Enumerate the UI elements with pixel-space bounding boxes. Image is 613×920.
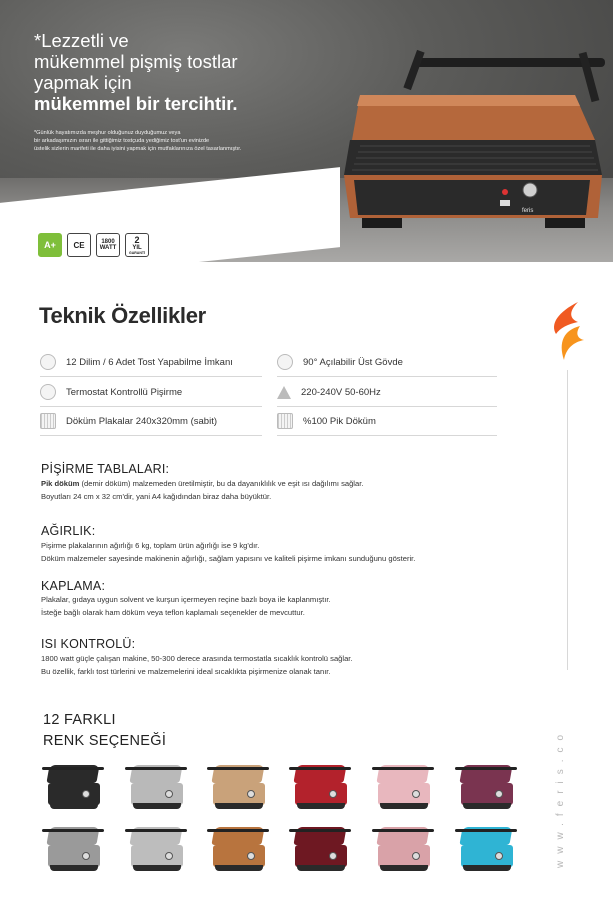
wattage-badge: [96, 233, 120, 257]
wattage-unit: WATT: [99, 245, 117, 251]
ce-badge: [67, 233, 91, 257]
section-text: [41, 594, 511, 619]
grill-base: [378, 845, 430, 867]
section-line-rest: (demir döküm) malzemeden üretilmiştir, bu da dayanıklılık ve eşit ısı dağılımı sağlar.: [79, 479, 364, 488]
grill-base: [131, 783, 183, 805]
color-swatch-grill: [207, 763, 271, 813]
grill-handle: [42, 829, 104, 832]
grill-base: [461, 845, 513, 867]
grill-legs: [215, 865, 263, 871]
grill-legs: [133, 803, 181, 809]
hero-note-line: *Günlük hayatımızda meşhur olduğunuz duyduğumuz veya: [34, 130, 181, 136]
grill-legs: [297, 803, 345, 809]
color-swatch-grill: [289, 763, 353, 813]
grill-legs: [133, 865, 181, 871]
grill-legs: [463, 865, 511, 871]
color-swatch-grill: [372, 763, 436, 813]
grill-base: [295, 845, 347, 867]
grill-knob: [495, 790, 503, 798]
grill-knob: [247, 790, 255, 798]
grill-knob: [82, 790, 90, 798]
specs-title: Teknik Özellikler: [39, 303, 206, 328]
spec-item: [40, 378, 262, 407]
certification-badges: [38, 233, 149, 257]
grill-knob: [329, 852, 337, 860]
grill-knob: [495, 852, 503, 860]
hero-headline-bold: mükemmel bir tercihtir.: [34, 93, 238, 114]
color-swatch-grill: [372, 825, 436, 875]
guarantee-label: GARANTİ: [129, 250, 145, 255]
grill-legs: [380, 803, 428, 809]
color-swatch-grill: [125, 825, 189, 875]
color-swatch-grill: [455, 825, 519, 875]
section-heading: AĞIRLIK:: [41, 524, 96, 538]
guarantee-badge: [125, 233, 149, 257]
section-line: Bu özellik, farklı tost türlerini ve malzemelerini ideal sıcaklıkta pişirmenize olanak tanır.: [41, 666, 331, 676]
spec-item: [40, 407, 262, 436]
color-swatch-grill: [42, 763, 106, 813]
hero-banner: [0, 0, 613, 262]
grill-handle: [372, 767, 434, 770]
spec-label: 220-240V 50-60Hz: [301, 386, 381, 398]
grill-handle: [372, 829, 434, 832]
grill-handle: [289, 767, 351, 770]
grill-legs: [297, 865, 345, 871]
grill-handle: [455, 767, 517, 770]
grill-legs: [380, 865, 428, 871]
color-options-title-line: 12 FARKLI: [43, 712, 116, 728]
section-text: [41, 653, 511, 678]
color-swatch-grill: [125, 763, 189, 813]
spec-item: [277, 348, 497, 377]
spec-item: [277, 378, 497, 407]
energy-class-badge: A+: [38, 233, 62, 257]
grill-handle: [207, 829, 269, 832]
spec-label: 90° Açılabilir Üst Gövde: [303, 356, 403, 368]
color-swatch-grill: [207, 825, 271, 875]
grill-base: [213, 845, 265, 867]
grill-base: [378, 783, 430, 805]
grill-legs: [50, 803, 98, 809]
color-swatch-grill: [455, 763, 519, 813]
grill-base: [295, 783, 347, 805]
hero-headline: [34, 30, 238, 114]
grill-handle: [125, 767, 187, 770]
section-line: İsteğe bağlı olarak ham döküm veya teflon kaplamalı seçenekler de mevcuttur.: [41, 607, 305, 617]
color-swatch-grill: [42, 825, 106, 875]
grill-handle: [125, 829, 187, 832]
section-text: [41, 478, 511, 503]
grill-base: [461, 783, 513, 805]
cast-iron-icon: [277, 413, 293, 429]
grill-handle: [289, 829, 351, 832]
color-options-title-line: RENK SEÇENEĞİ: [43, 733, 167, 749]
section-heading: PİŞİRME TABLALARI:: [41, 462, 170, 476]
brand-logo: feris: [522, 208, 534, 214]
color-swatch-grill: [289, 825, 353, 875]
spec-label: %100 Pik Döküm: [303, 415, 376, 427]
grill-base: [48, 783, 100, 805]
plate-icon: [40, 413, 56, 429]
toaster-grill-image: [340, 40, 610, 240]
grill-handle: [455, 829, 517, 832]
guarantee-years: 2: [134, 234, 140, 245]
spec-label: Döküm Plakalar 240x320mm (sabit): [66, 415, 218, 427]
grill-knob: [412, 790, 420, 798]
grill-knob: [247, 852, 255, 860]
thermostat-icon: [40, 384, 56, 400]
grill-handle: [42, 767, 104, 770]
wattage-value: 1800: [101, 239, 115, 245]
flame-logo-icon: [548, 300, 588, 362]
angle-icon: [277, 354, 293, 370]
grill-legs: [215, 803, 263, 809]
grill-knob: [165, 852, 173, 860]
spec-item: [277, 407, 497, 436]
grill-legs: [50, 865, 98, 871]
grill-handle: [207, 767, 269, 770]
grill-base: [131, 845, 183, 867]
hero-note-line: üstelik sizlerin marifeti ile daha iyisini yapmak için mutfaklarınıza özel tasarlanmıştır.: [34, 146, 242, 153]
ce-badge-text: CE: [73, 240, 85, 250]
section-line: Boyutları 24 cm x 32 cm'dir, yani A4 kağıdından biraz daha büyüktür.: [41, 491, 272, 501]
spec-item: [40, 348, 262, 377]
section-heading: KAPLAMA:: [41, 579, 106, 593]
section-line: 1800 watt güçle çalışan makine, 50-300 derece arasında termostatla sıcaklık kontrolü sağlar.: [41, 654, 353, 663]
grill-knob: [412, 852, 420, 860]
website-url: www.feris.co: [555, 727, 566, 868]
grill-knob: [82, 852, 90, 860]
voltage-icon: [277, 386, 291, 399]
hero-headline-line: *Lezzetli ve: [34, 30, 129, 51]
grill-knob: [329, 790, 337, 798]
hero-note-line: bir arkadaşımızın ısrarı ile gittiğimiz tostçuda yediğimiz tost'un evinizde: [34, 138, 210, 145]
spec-label: Termostat Kontrollü Pişirme: [66, 386, 183, 398]
hero-headline-line: yapmak için: [34, 72, 132, 93]
guarantee-unit: YIL: [132, 244, 142, 251]
section-bold-lead: Pik döküm: [41, 479, 80, 488]
section-heading: ISI KONTROLÜ:: [41, 637, 136, 651]
hero-headline-line: mükemmel pişmiş tostlar: [34, 51, 238, 72]
hero-note: [34, 129, 324, 154]
section-line: Pişirme plakalarının ağırlığı 6 kg, toplam ürün ağırlığı ise 9 kg'dır.: [41, 541, 260, 550]
grill-base: [48, 845, 100, 867]
section-text: [41, 540, 511, 565]
grill-base: [213, 783, 265, 805]
color-options-title: [43, 710, 166, 752]
section-line: Döküm malzemeler sayesinde makinenin ağırlığı, sağlam yapısını ve kaliteli pişirme imkanı sunduğunu gösterir.: [41, 553, 416, 563]
grill-knob: [165, 790, 173, 798]
grill-legs: [463, 803, 511, 809]
section-line: Plakalar, gıdaya uygun solvent ve kurşun içermeyen reçine bazlı boya ile kaplanmıştır.: [41, 595, 331, 604]
side-divider: [567, 370, 568, 670]
spec-label: 12 Dilim / 6 Adet Tost Yapabilme İmkanı: [66, 356, 233, 368]
section-line: [41, 478, 511, 491]
toast-icon: [40, 354, 56, 370]
